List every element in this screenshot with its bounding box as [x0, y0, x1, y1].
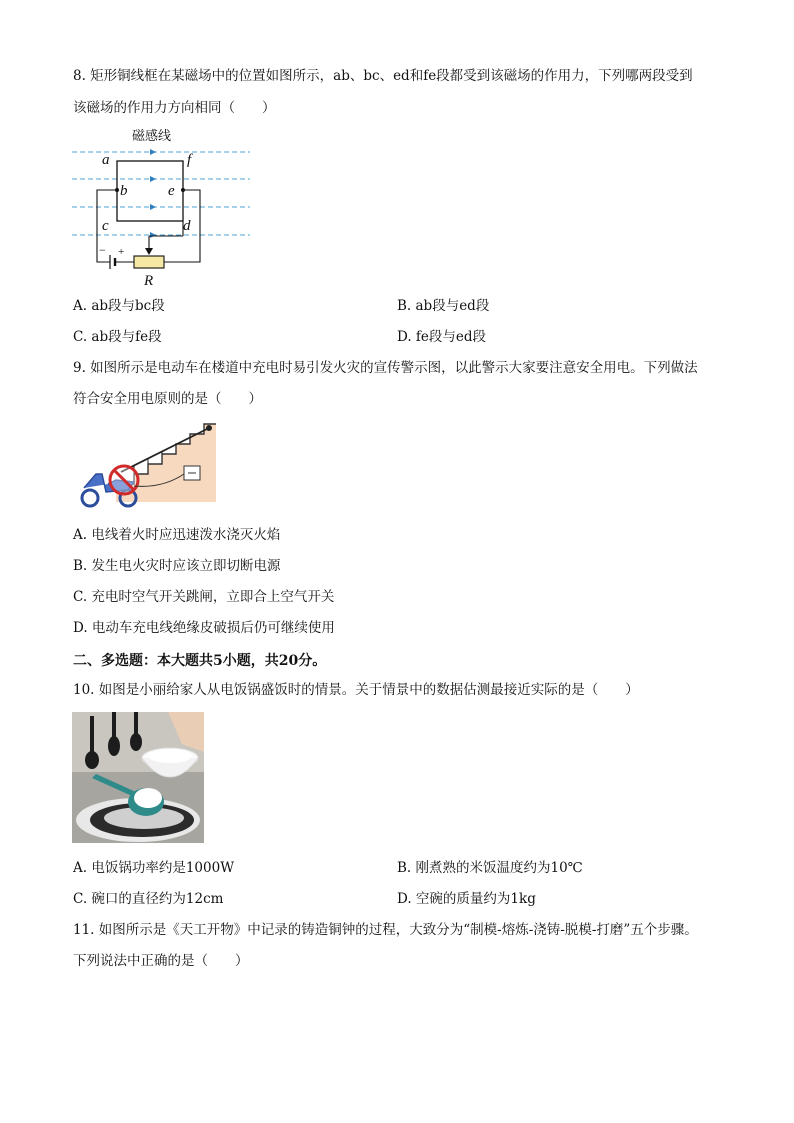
rheostat — [134, 256, 164, 268]
q9-stairwell-charging-warning-picture — [76, 422, 218, 510]
q8-stem-line1: 8. 矩形铜线框在某磁场中的位置如图所示，ab、bc、ed和fe段都受到该磁场的作用力，下列哪两段受到 — [73, 68, 693, 84]
label-a: a — [102, 152, 110, 168]
label-b: b — [120, 183, 128, 199]
handrail-post — [206, 425, 212, 431]
label-c: c — [102, 218, 109, 234]
battery-plus: + — [118, 246, 125, 258]
q8-option-b[interactable]: B. ab段与ed段 — [397, 298, 490, 314]
q8-option-d[interactable]: D. fe段与ed段 — [397, 329, 487, 345]
q9-option-d[interactable]: D. 电动车充电线绝缘皮破损后仍可继续使用 — [73, 620, 335, 636]
label-d: d — [183, 218, 191, 234]
right-lead-wire — [160, 190, 200, 262]
field-direction-arrows — [150, 149, 156, 238]
battery-minus: − — [99, 243, 106, 257]
q8-magnetic-field-diagram — [72, 124, 257, 290]
q11-stem-line1: 11. 如图所示是《天工开物》中记录的铸造铜钟的过程，大致分为“制模-熔炼-浇铸-脱模-打磨”五个步骤。 — [73, 922, 698, 938]
field-lines-title: 磁感线 — [132, 128, 172, 143]
q10-rice-cooker-photo — [72, 712, 204, 843]
q9-option-a[interactable]: A. 电线着火时应迅速泼水浇灭火焰 — [73, 527, 281, 543]
q10-option-d[interactable]: D. 空碗的质量约为1kg — [397, 891, 536, 907]
q9-stem-line2: 符合安全用电原则的是（ ） — [73, 391, 262, 407]
q10-option-b[interactable]: B. 刚煮熟的米饭温度约为10℃ — [397, 860, 583, 876]
q8-option-a[interactable]: A. ab段与bc段 — [73, 298, 165, 314]
label-e: e — [168, 183, 175, 199]
scooped-rice — [134, 788, 162, 808]
scooter-front-wheel — [82, 490, 98, 506]
q8-stem-line2: 该磁场的作用力方向相同（ ） — [73, 100, 276, 116]
q10-stem: 10. 如图是小丽给家人从电饭锅盛饭时的情景。关于情景中的数据估测最接近实际的是（ ） — [73, 682, 639, 698]
q9-stem-line1: 9. 如图所示是电动车在楼道中充电时易引发火灾的宣传警示图，以此警示大家要注意安全用电。下列做法 — [73, 360, 698, 376]
q9-option-b[interactable]: B. 发生电火灾时应该立即切断电源 — [73, 558, 281, 574]
label-R: R — [144, 273, 154, 289]
field-lines — [72, 152, 250, 235]
label-f: f — [187, 152, 192, 168]
q10-option-c[interactable]: C. 碗口的直径约为12cm — [73, 891, 224, 907]
q11-stem-line2: 下列说法中正确的是（ ） — [73, 953, 249, 969]
q10-option-a[interactable]: A. 电饭锅功率约是1000W — [73, 860, 235, 876]
q9-option-c[interactable]: C. 充电时空气开关跳闸，立即合上空气开关 — [73, 589, 335, 605]
q8-option-c[interactable]: C. ab段与fe段 — [73, 329, 162, 345]
section-2-heading: 二、多选题：本大题共5小题，共20分。 — [73, 653, 327, 669]
